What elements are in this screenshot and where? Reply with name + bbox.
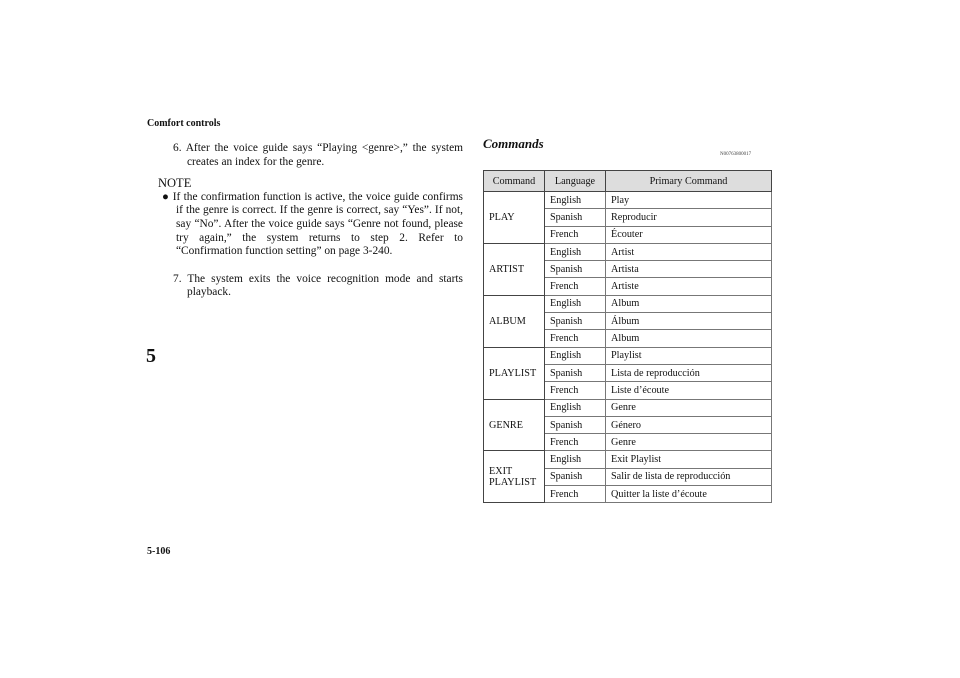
language-cell: Spanish bbox=[545, 209, 606, 226]
col-header-command: Command bbox=[484, 171, 545, 192]
primary-command-cell: Genre bbox=[606, 399, 772, 416]
primary-command-cell: Album bbox=[606, 330, 772, 347]
language-cell: Spanish bbox=[545, 364, 606, 381]
language-cell: French bbox=[545, 486, 606, 503]
col-header-language: Language bbox=[545, 171, 606, 192]
language-cell: English bbox=[545, 347, 606, 364]
primary-command-cell: Play bbox=[606, 192, 772, 209]
language-cell: Spanish bbox=[545, 261, 606, 278]
command-cell: ARTIST bbox=[484, 243, 545, 295]
primary-command-cell: Género bbox=[606, 416, 772, 433]
language-cell: Spanish bbox=[545, 416, 606, 433]
table-row bbox=[484, 243, 772, 260]
step-6 bbox=[173, 142, 463, 169]
language-cell: English bbox=[545, 243, 606, 260]
command-cell: PLAY bbox=[484, 192, 545, 244]
primary-command-cell: Quitter la liste d’écoute bbox=[606, 486, 772, 503]
primary-command-cell: Genre bbox=[606, 434, 772, 451]
language-cell: French bbox=[545, 278, 606, 295]
note-label: NOTE bbox=[158, 176, 192, 191]
language-cell: French bbox=[545, 226, 606, 243]
primary-command-cell: Liste d’écoute bbox=[606, 382, 772, 399]
section-tab: 5 bbox=[146, 345, 156, 367]
primary-command-cell: Álbum bbox=[606, 313, 772, 330]
primary-command-cell: Album bbox=[606, 295, 772, 312]
primary-command-cell: Artist bbox=[606, 243, 772, 260]
primary-command-cell: Artista bbox=[606, 261, 772, 278]
language-cell: French bbox=[545, 382, 606, 399]
left-column bbox=[158, 142, 463, 300]
primary-command-cell: Lista de reproducción bbox=[606, 364, 772, 381]
primary-command-cell: Reproducir bbox=[606, 209, 772, 226]
primary-command-cell: Playlist bbox=[606, 347, 772, 364]
table-row bbox=[484, 347, 772, 364]
language-cell: French bbox=[545, 434, 606, 451]
step-number: 7. bbox=[173, 272, 182, 285]
table-row bbox=[484, 295, 772, 312]
primary-command-cell: Écouter bbox=[606, 226, 772, 243]
command-cell: EXIT PLAYLIST bbox=[484, 451, 545, 503]
running-header: Comfort controls bbox=[147, 118, 221, 129]
page-number: 5-106 bbox=[147, 546, 171, 557]
command-cell: ALBUM bbox=[484, 295, 545, 347]
language-cell: English bbox=[545, 295, 606, 312]
language-cell: English bbox=[545, 451, 606, 468]
step-text: The system exits the voice recognition mode and starts playback. bbox=[187, 272, 463, 299]
command-cell: PLAYLIST bbox=[484, 347, 545, 399]
language-cell: English bbox=[545, 399, 606, 416]
section-title: Commands bbox=[483, 136, 544, 151]
note-text: If the confirmation function is active, the voice guide confirms if the genre is correct. If the genre is correct, say “Yes”. If not, say “No”. After the voice guide says “Genre not found, please try again,” the system returns to step 2. Refer to “Confirmation function setting” on page 3-240. bbox=[172, 190, 463, 258]
command-cell: GENRE bbox=[484, 399, 545, 451]
step-7 bbox=[173, 273, 463, 300]
primary-command-cell: Exit Playlist bbox=[606, 451, 772, 468]
primary-command-cell: Salir de lista de reproducción bbox=[606, 468, 772, 485]
language-cell: French bbox=[545, 330, 606, 347]
language-cell: Spanish bbox=[545, 468, 606, 485]
table-row bbox=[484, 192, 772, 209]
language-cell: English bbox=[545, 192, 606, 209]
note-bullet-item bbox=[162, 191, 463, 259]
step-number: 6. bbox=[173, 142, 182, 154]
table-row bbox=[484, 399, 772, 416]
col-header-primary: Primary Command bbox=[606, 171, 772, 192]
language-cell: Spanish bbox=[545, 313, 606, 330]
commands-table bbox=[483, 170, 772, 503]
primary-command-cell: Artiste bbox=[606, 278, 772, 295]
bullet-icon: ● bbox=[162, 190, 170, 203]
doc-code: N00763800017 bbox=[720, 152, 752, 157]
step-text: After the voice guide says “Playing <genre>,” the system creates an index for the genre. bbox=[185, 142, 463, 168]
table-row bbox=[484, 451, 772, 468]
